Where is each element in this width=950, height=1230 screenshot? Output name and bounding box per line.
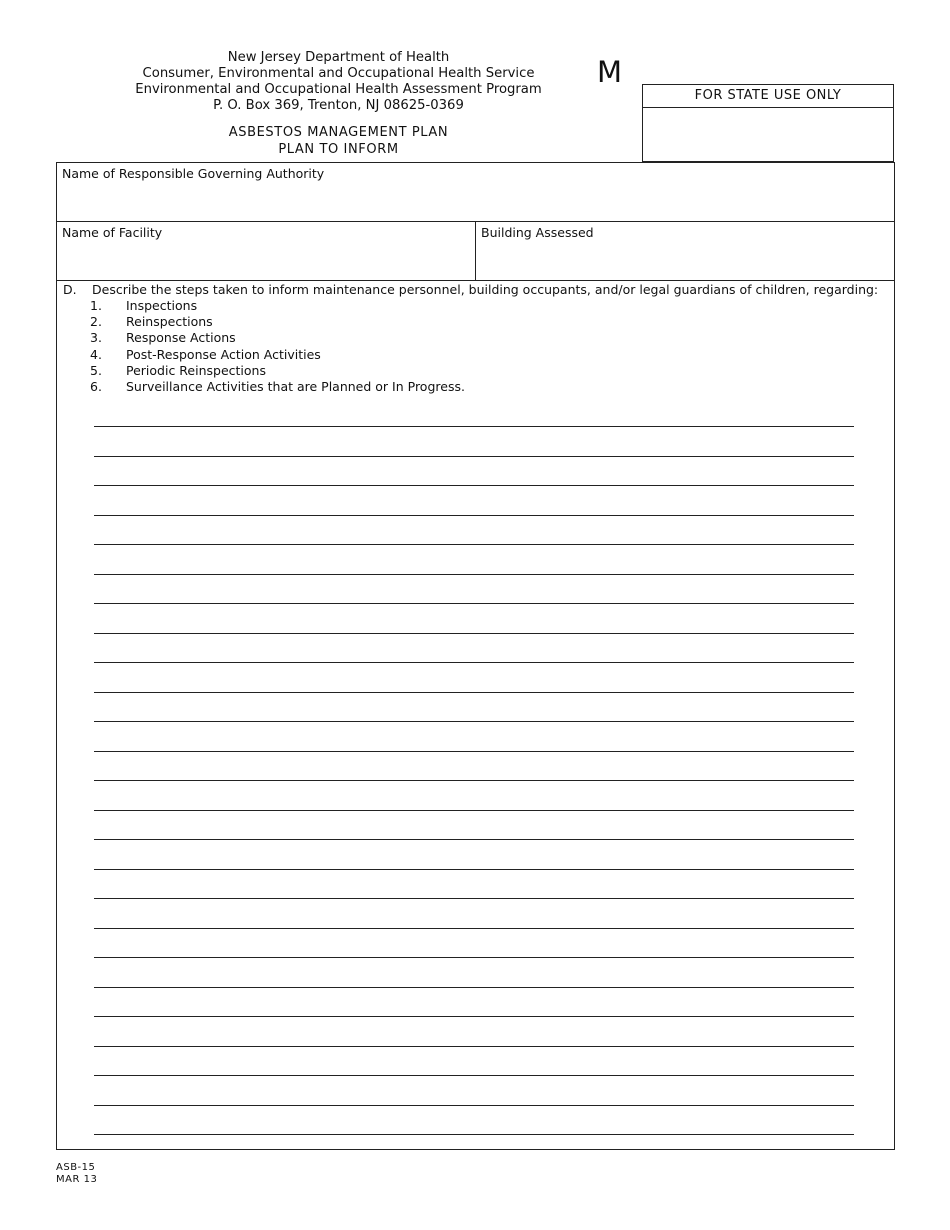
answer-line[interactable] — [94, 456, 854, 457]
answer-line[interactable] — [94, 751, 854, 752]
list-item-text: Surveillance Activities that are Planned or In Progress. — [126, 379, 465, 395]
list-item — [90, 347, 465, 363]
section-d-letter: D. — [63, 282, 77, 297]
list-item-text: Post-Response Action Activities — [126, 346, 321, 362]
section-d — [56, 280, 895, 1150]
answer-line[interactable] — [94, 987, 854, 988]
facility-field[interactable] — [56, 221, 476, 281]
answer-line[interactable] — [94, 898, 854, 899]
agency-address: P. O. Box 369, Trenton, NJ 08625-0369 — [213, 98, 464, 113]
list-item — [90, 298, 465, 314]
answer-line[interactable] — [94, 810, 854, 811]
answer-line[interactable] — [94, 928, 854, 929]
list-item — [90, 330, 465, 346]
building-label: Building Assessed — [481, 225, 594, 240]
governing-authority-label: Name of Responsible Governing Authority — [62, 166, 325, 181]
answer-line[interactable] — [94, 721, 854, 722]
list-item-text: Inspections — [126, 298, 198, 313]
form-footer — [56, 1162, 97, 1186]
answer-line[interactable] — [94, 1105, 854, 1106]
answer-line[interactable] — [94, 544, 854, 545]
answer-line[interactable] — [94, 957, 854, 958]
section-d-instruction-text: Describe the steps taken to inform maintenance personnel, building occupants, and/or legal guardians of children, regarding: — [92, 282, 879, 297]
list-item-number: 1. — [90, 298, 102, 313]
program-name: Environmental and Occupational Health Assessment Program — [135, 82, 542, 97]
answer-line[interactable] — [94, 1075, 854, 1076]
section-d-instruction — [63, 282, 878, 298]
topic-list — [90, 298, 465, 395]
answer-line[interactable] — [94, 426, 854, 427]
list-item-number: 2. — [90, 314, 102, 330]
answer-line[interactable] — [94, 869, 854, 870]
answer-line[interactable] — [94, 1046, 854, 1047]
form-subtitle: PLAN TO INFORM — [278, 142, 399, 157]
building-field[interactable] — [475, 221, 895, 281]
answer-line[interactable] — [94, 692, 854, 693]
list-item-number: 3. — [90, 330, 102, 346]
list-item — [90, 314, 465, 330]
answer-line[interactable] — [94, 633, 854, 634]
answer-line[interactable] — [94, 839, 854, 840]
list-item — [90, 379, 465, 395]
state-use-box — [642, 84, 894, 162]
form-letter: M — [597, 55, 623, 89]
list-item-text: Response Actions — [126, 330, 236, 346]
answer-line[interactable] — [94, 780, 854, 781]
answer-line[interactable] — [94, 603, 854, 604]
answer-line[interactable] — [94, 485, 854, 486]
state-use-label: FOR STATE USE ONLY — [643, 85, 893, 108]
form-revision: MAR 13 — [56, 1174, 98, 1185]
answer-line[interactable] — [94, 662, 854, 663]
answer-line[interactable] — [94, 1134, 854, 1135]
list-item-number: 5. — [90, 362, 102, 378]
form-title-block — [100, 124, 577, 158]
service-name: Consumer, Environmental and Occupational Health Service — [142, 66, 535, 81]
agency-name: New Jersey Department of Health — [227, 50, 450, 65]
list-item-text: Periodic Reinspections — [126, 362, 266, 378]
answer-line[interactable] — [94, 515, 854, 516]
governing-authority-field[interactable] — [56, 162, 895, 222]
list-item — [90, 363, 465, 379]
answer-line[interactable] — [94, 1016, 854, 1017]
form-title: ASBESTOS MANAGEMENT PLAN — [228, 125, 449, 140]
answer-line[interactable] — [94, 574, 854, 575]
facility-label: Name of Facility — [62, 225, 163, 240]
list-item-text: Reinspections — [126, 314, 213, 330]
list-item-number: 6. — [90, 379, 102, 395]
list-item-number: 4. — [90, 346, 102, 362]
form-number: ASB-15 — [56, 1162, 96, 1173]
agency-header — [100, 50, 577, 114]
